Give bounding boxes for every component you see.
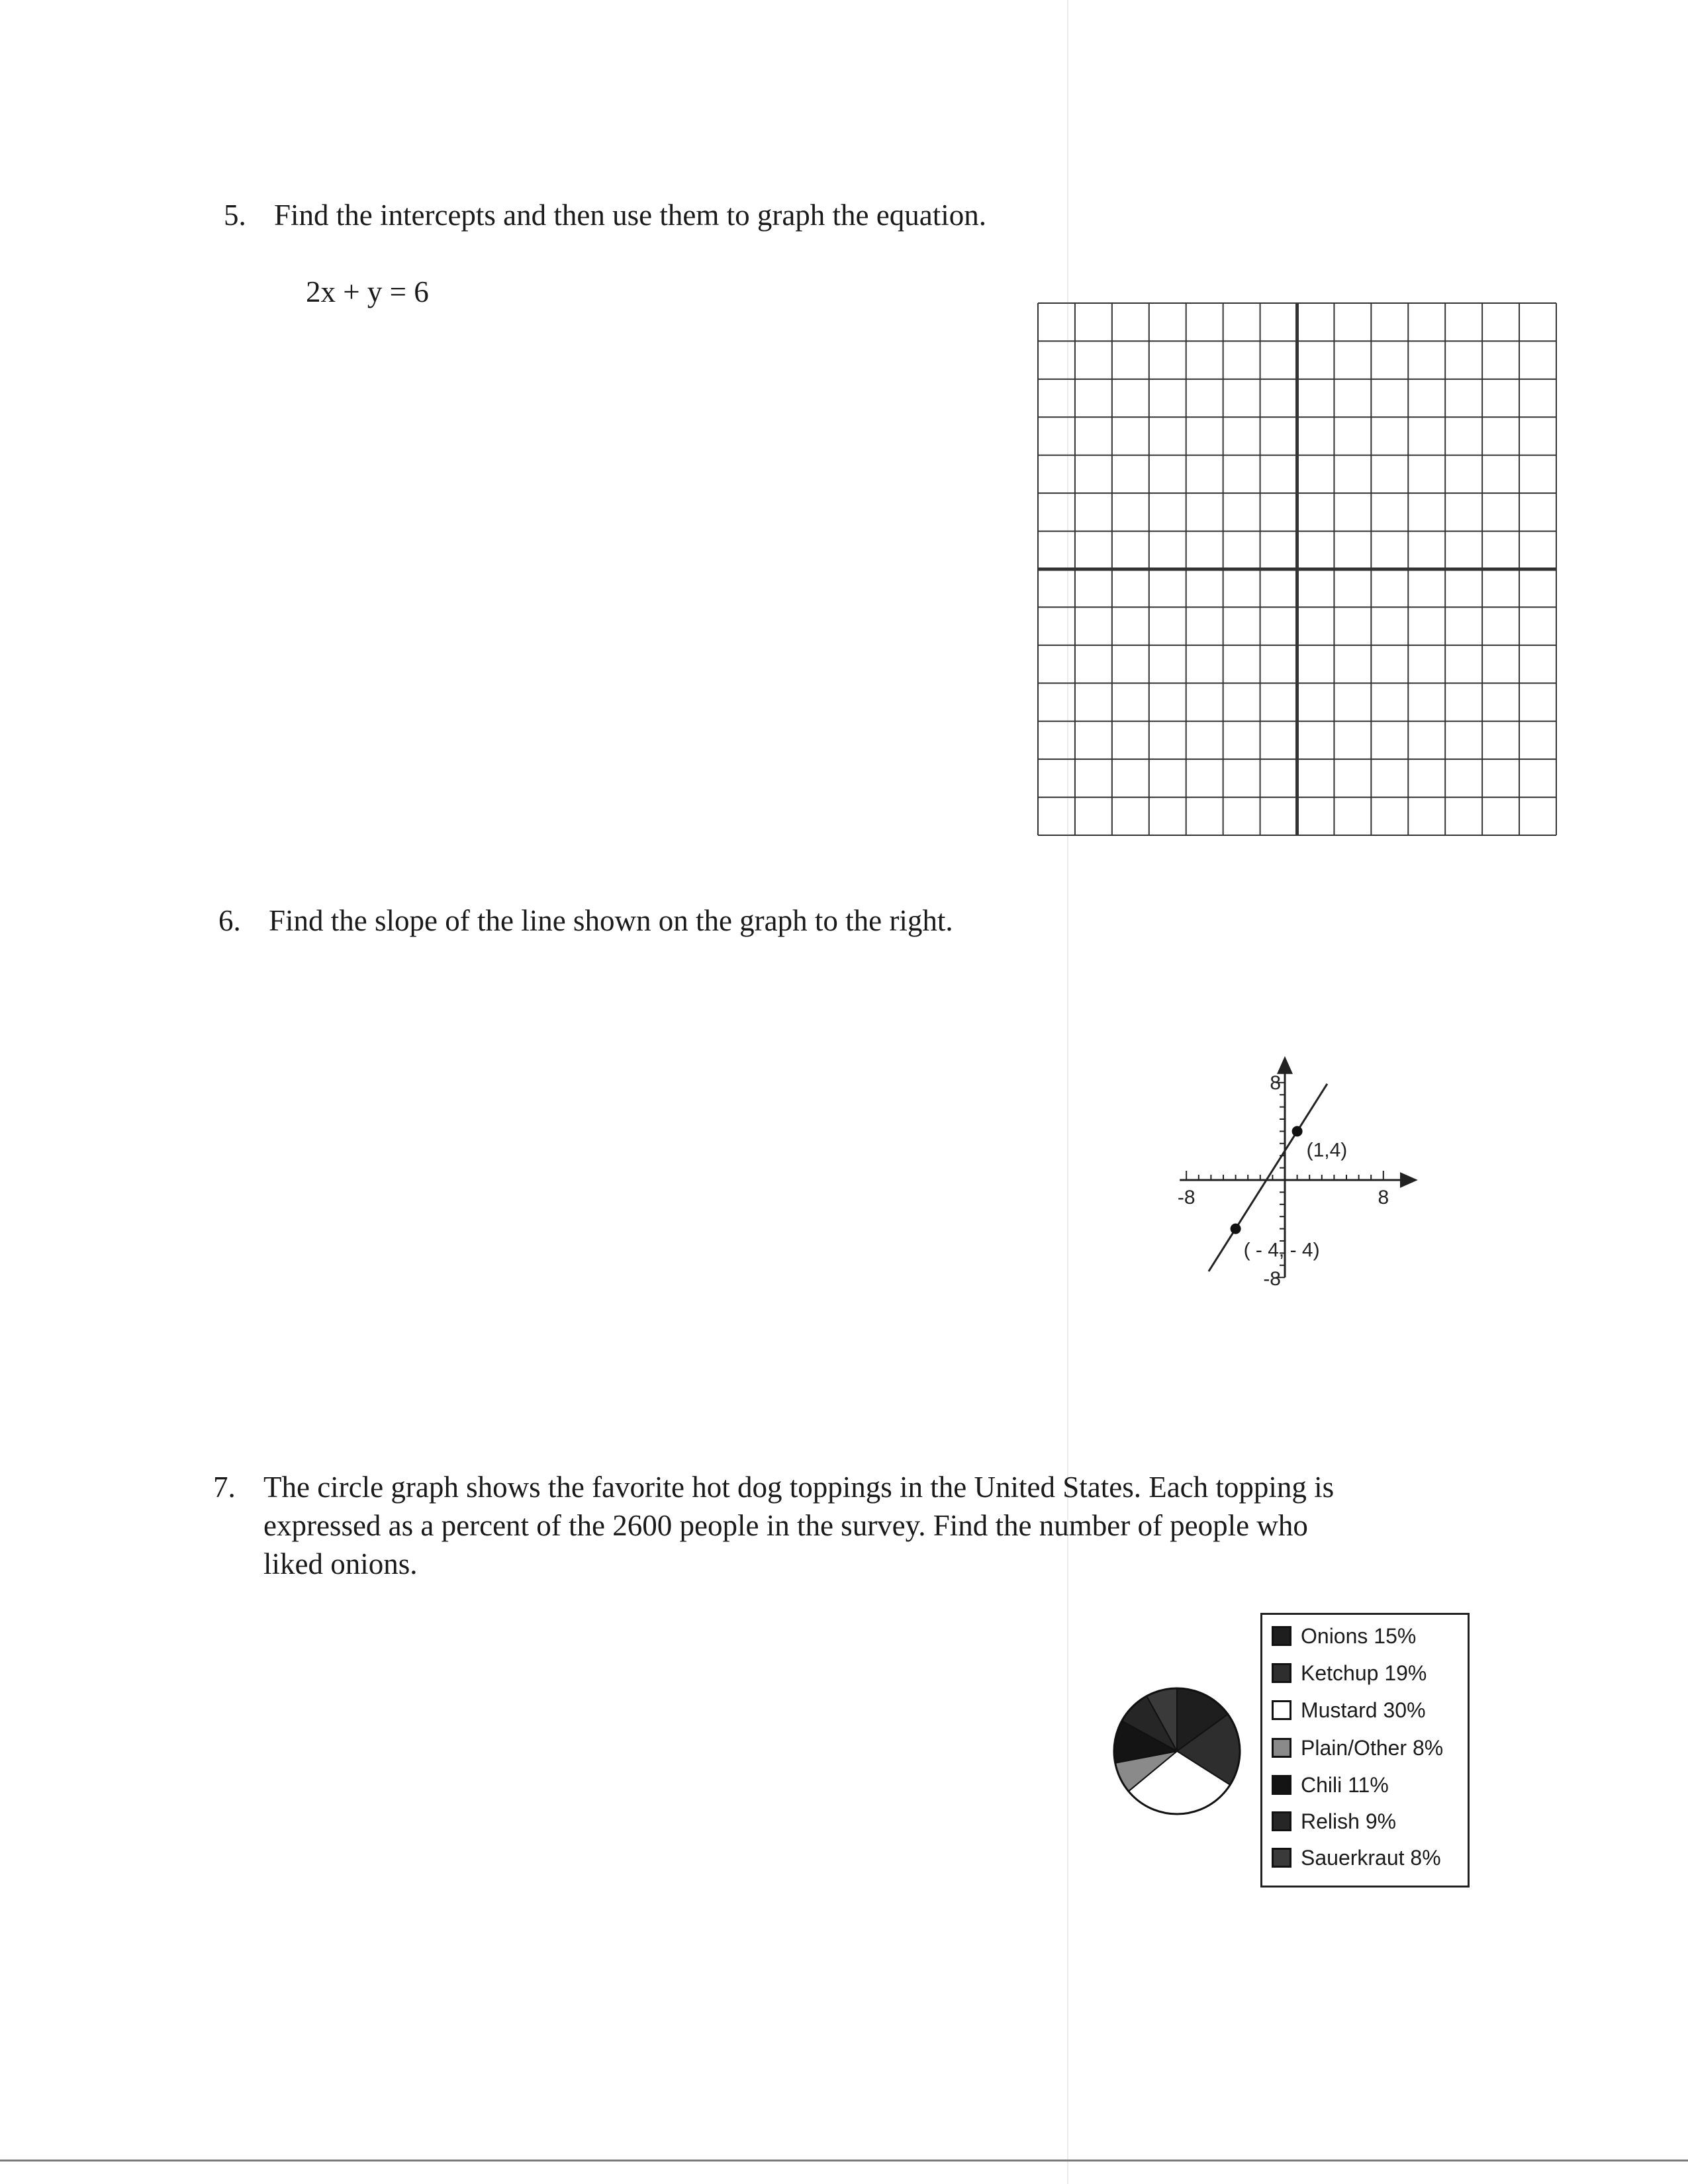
legend-swatch [1272, 1626, 1291, 1646]
legend-item-ketchup [1272, 1660, 1427, 1686]
legend-item-onions [1272, 1623, 1416, 1649]
point-2-label: ( - 4, - 4) [1243, 1239, 1320, 1261]
point-neg4-neg4 [1231, 1224, 1241, 1234]
problem-7 [213, 1468, 1471, 1587]
legend-swatch [1272, 1811, 1291, 1831]
page-bottom-rule [0, 2160, 1688, 2161]
blank-coordinate-grid [1037, 302, 1558, 837]
y-max-tick-label: 8 [1270, 1071, 1281, 1094]
hot-dog-toppings-pie-chart [1111, 1685, 1243, 1817]
x-min-tick-label: -8 [1177, 1187, 1196, 1208]
legend-swatch [1272, 1775, 1291, 1795]
legend-item-sauerkraut [1272, 1844, 1441, 1871]
legend-swatch [1272, 1738, 1291, 1758]
problem-number: 6. [218, 904, 241, 937]
problem-5 [224, 196, 1084, 236]
legend-item-plain-other [1272, 1735, 1443, 1761]
legend-label: Chili 11% [1301, 1772, 1389, 1797]
point-1-label: (1,4) [1306, 1139, 1348, 1161]
problem-text-line-2: expressed as a percent of the 2600 people in the survey. Find the number of people who [263, 1509, 1308, 1542]
problem-number: 5. [224, 199, 246, 232]
problem-text-line-1: The circle graph shows the favorite hot dog toppings in the United States. Each topping is [263, 1471, 1335, 1504]
problem-6 [218, 901, 1079, 941]
legend-label: Mustard 30% [1301, 1698, 1426, 1722]
legend-swatch [1272, 1700, 1291, 1720]
legend-item-chili [1272, 1772, 1389, 1798]
x-max-tick-label: 8 [1378, 1187, 1389, 1208]
legend-label: Ketchup 19% [1301, 1661, 1427, 1685]
legend-label: Plain/Other 8% [1301, 1735, 1444, 1760]
legend-swatch [1272, 1663, 1291, 1683]
point-1-4 [1292, 1126, 1303, 1136]
pie-legend [1260, 1613, 1470, 1888]
slope-line-graph [1059, 940, 1536, 1390]
legend-label: Sauerkraut 8% [1301, 1845, 1441, 1870]
legend-item-relish [1272, 1808, 1396, 1835]
equation: 2x + y = 6 [306, 275, 429, 308]
problem-text: Find the intercepts and then use them to graph the equation. [274, 199, 986, 232]
y-min-tick-label: -8 [1263, 1268, 1281, 1291]
legend-swatch [1272, 1848, 1291, 1868]
problem-text: Find the slope of the line shown on the graph to the right. [269, 904, 953, 937]
legend-label: Onions 15% [1301, 1623, 1417, 1648]
problem-number: 7. [213, 1471, 236, 1504]
legend-item-mustard [1272, 1697, 1426, 1723]
problem-text-line-3: liked onions. [263, 1547, 418, 1580]
legend-label: Relish 9% [1301, 1809, 1397, 1833]
